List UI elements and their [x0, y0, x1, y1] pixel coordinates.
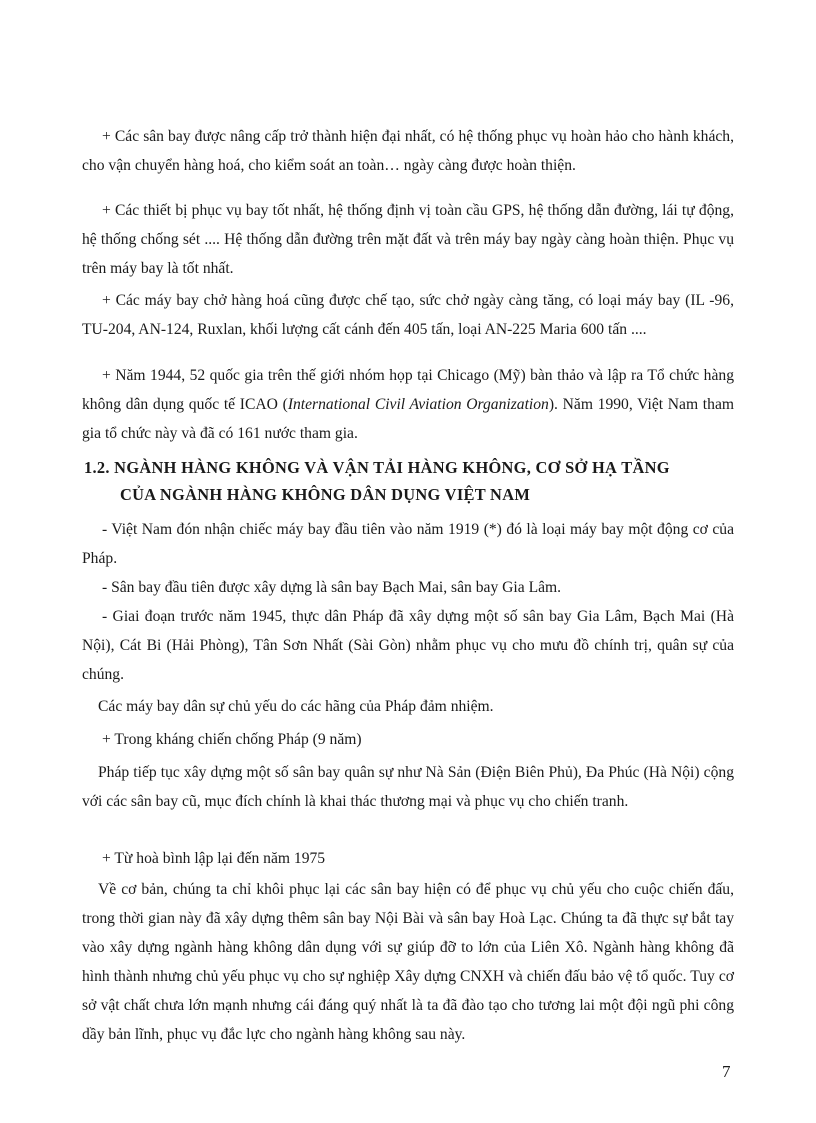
paragraph-icao [82, 361, 734, 448]
section-heading [84, 454, 734, 508]
paragraph-resistance-war: + Trong kháng chiến chống Pháp (9 năm) [102, 731, 362, 748]
icao-text-after: ). Năm 1990, Việt Nam tham gia tổ chức này và đã có 161 nước tham gia. [82, 396, 734, 442]
paragraph-first-airports: - Sân bay đầu tiên được xây dựng là sân bay Bạch Mai, sân bay Gia Lâm. [102, 579, 562, 596]
paragraph-civil-aircraft: Các máy bay dân sự chủ yếu do các hãng của Pháp đảm nhiệm. [98, 698, 494, 715]
paragraph-pre-1945: - Giai đoạn trước năm 1945, thực dân Pháp đã xây dựng một số sân bay Gia Lâm, Bạch Mai (Hà Nội), Cát Bi (Hải Phòng), Tân Sơn Nhất (Sài Gòn) nhằm phục vụ cho mưu đồ chính trị, quân sự của chúng. [82, 608, 734, 683]
paragraph-cargo-aircraft: + Các máy bay chở hàng hoá cũng được chế tạo, sức chở ngày càng tăng, có loại máy bay (IL -96, TU-204, AN-124, Ruxlan, khối lượng cất cánh đến 405 tấn, loại AN-225 Maria 600 tấn .... [82, 292, 734, 338]
page-number: 7 [722, 1062, 731, 1081]
icao-text-before: + Năm 1944, 52 quốc gia trên thế giới nhóm họp tại Chicago (Mỹ) bàn thảo và lập ra Tổ chức hàng không dân dụng quốc tế ICAO ( [82, 367, 734, 413]
paragraph-peace-to-1975: + Từ hoà bình lập lại đến năm 1975 [102, 850, 326, 867]
paragraph-flight-equipment: + Các thiết bị phục vụ bay tốt nhất, hệ thống định vị toàn cầu GPS, hệ thống dẫn đường, lái tự động, hệ thống chống sét .... Hệ thống dẫn đường trên mặt đất và trên máy bay ngày càng hoàn thiện. Phục vụ trên máy bay là tốt nhất. [82, 202, 734, 277]
section-heading-line2: CỦA NGÀNH HÀNG KHÔNG DÂN DỤNG VIỆT NAM [120, 485, 531, 504]
paragraph-french-military-airports: Pháp tiếp tục xây dựng một số sân bay quân sự như Nà Sản (Điện Biên Phủ), Đa Phúc (Hà Nội) cộng với các sân bay cũ, mục đích chính là khai thác thương mại và phục vụ cho chiến tranh. [82, 764, 734, 810]
section-heading-line1: 1.2. NGÀNH HÀNG KHÔNG VÀ VẬN TẢI HÀNG KHÔNG, CƠ SỞ HẠ TẦNG [84, 458, 670, 477]
paragraph-airports-upgraded: + Các sân bay được nâng cấp trở thành hiện đại nhất, có hệ thống phục vụ hoàn hảo cho hành khách, cho vận chuyển hàng hoá, cho kiểm soát an toàn… ngày càng được hoàn thiện. [82, 128, 734, 174]
icao-full-name: International Civil Aviation Organization [287, 396, 549, 413]
paragraph-restoration: Về cơ bản, chúng ta chỉ khôi phục lại các sân bay hiện có để phục vụ chủ yếu cho cuộc chiến đấu, trong thời gian này đã xây dựng thêm sân bay Nội Bài và sân bay Hoà Lạc. Chúng ta đã thực sự bắt tay vào xây dựng ngành hàng không dân dụng với sự giúp đỡ to lớn của Liên Xô. Ngành hàng không đã hình thành nhưng chủ yếu phục vụ cho sự nghiệp Xây dựng CNXH và chiến đấu bảo vệ tổ quốc. Tuy cơ sở vật chất chưa lớn mạnh nhưng cái đáng quý nhất là ta đã đào tạo cho tương lai một đội ngũ phi công dầy bản lĩnh, phục vụ đắc lực cho ngành hàng không sau này. [82, 881, 734, 1043]
paragraph-first-aircraft: - Việt Nam đón nhận chiếc máy bay đầu tiên vào năm 1919 (*) đó là loại máy bay một động cơ của Pháp. [82, 521, 734, 567]
